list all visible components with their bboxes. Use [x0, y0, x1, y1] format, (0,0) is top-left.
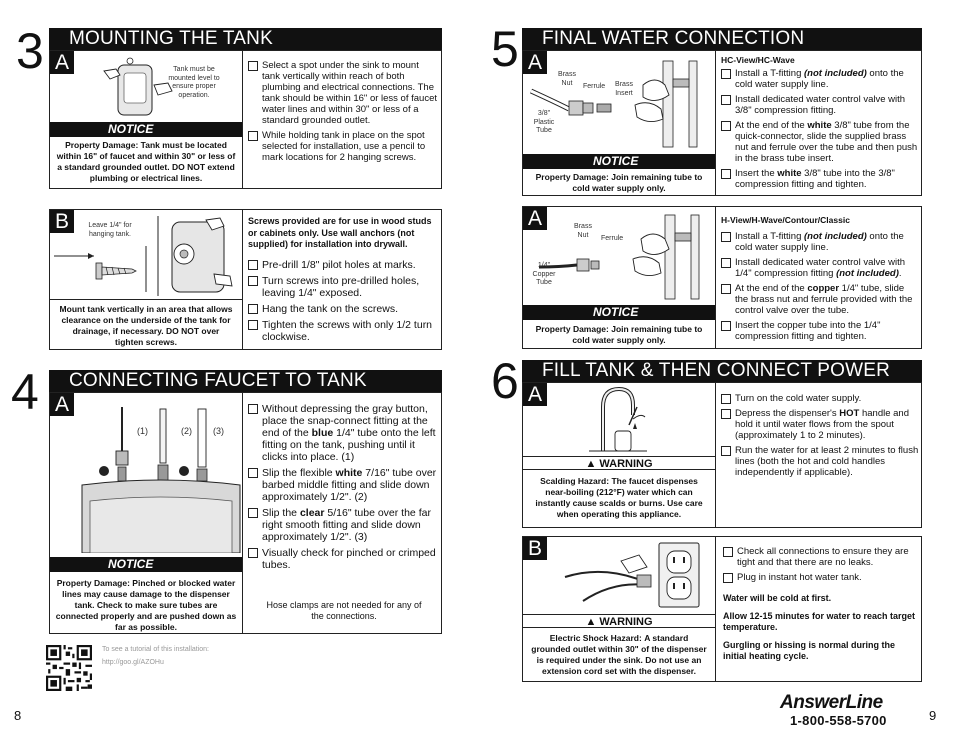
checklist-item[interactable]: Select a spot under the sink to mount tank vertically within reach of both plumbing and electrical connections. The tank should be within 16" or less of faucet water lines and within 30" or less of a standard grounded outlet.: [248, 60, 438, 126]
step-4-title: CONNECTING FAUCET TO TANK: [49, 370, 442, 392]
step-3b-caption: Leave 1/4" for hanging tank.: [88, 222, 132, 238]
checkbox[interactable]: [721, 284, 731, 294]
step-4a-checklist: [248, 403, 440, 575]
step-6b-panel: [522, 536, 922, 682]
checkbox[interactable]: [248, 320, 258, 330]
plastic-tube-fitting-illustration: [525, 55, 715, 151]
step-6b-warning-bar: ▲ WARNING: [523, 614, 715, 628]
step-3b-panel: [49, 209, 442, 350]
label-brass-nut: Brass Nut: [558, 71, 576, 87]
step-6-title: FILL TANK & THEN CONNECT POWER: [522, 360, 922, 382]
step-6b-notes: [723, 593, 919, 669]
step-3a-notice-text: Property Damage: Tank must be located within 16" of faucet and within 30" or less of a standard grounded outlet. DO NOT extend plumbing or electrical lines.: [56, 140, 236, 183]
step-3a-checklist: [248, 60, 438, 167]
step-3a-panel: [49, 50, 442, 189]
checkbox[interactable]: [721, 409, 731, 419]
checkbox[interactable]: [721, 169, 731, 179]
copper-tube-fitting-illustration: [525, 211, 715, 301]
checkbox[interactable]: [248, 61, 258, 71]
checklist-item[interactable]: Insert the white 3/8" tube into the 3/8" compression fitting and tighten.: [721, 168, 919, 190]
step-5a1-notice-text: Property Damage: Join remaining tube to cold water supply only.: [535, 172, 703, 193]
outlet-plug-illustration: [563, 541, 703, 609]
step-3b-letter: B: [50, 210, 74, 233]
label-brass-nut-2: Brass Nut: [574, 223, 592, 239]
checkbox[interactable]: [248, 508, 258, 518]
step-4a-footnote: Hose clamps are not needed for any of the connections.: [266, 600, 422, 621]
warning-icon: ▲: [585, 458, 597, 470]
step-4-number: 4: [11, 364, 39, 420]
checkbox[interactable]: [721, 394, 731, 404]
checkbox[interactable]: [723, 547, 733, 557]
step-4a-notice-bar: NOTICE: [50, 557, 242, 572]
checkbox[interactable]: [723, 573, 733, 583]
tube-label-1: (1): [137, 426, 148, 436]
tube-label-3: (3): [213, 426, 224, 436]
screw-illustration: [54, 246, 154, 292]
checkbox[interactable]: [721, 121, 731, 131]
step-5a1-heading: HC-View/HC-Wave: [721, 55, 795, 65]
checkbox[interactable]: [721, 258, 731, 268]
step-5a2-notice-bar: NOTICE: [523, 305, 715, 320]
note-item: Gurgling or hissing is normal during the initial heating cycle.: [723, 640, 896, 661]
checklist-item[interactable]: Visually check for pinched or crimped tubes.: [248, 547, 440, 571]
step-3-number: 3: [16, 23, 44, 79]
checklist-item[interactable]: Install dedicated water control valve with 1/4" compression fitting (not included).: [721, 257, 919, 279]
step-5a2-letter: A: [523, 207, 547, 230]
checkbox[interactable]: [248, 276, 258, 286]
step-6b-warning-text: Electric Shock Hazard: A standard grounded outlet within 30" of the dispenser is required under the sink. Do not use an extension cord set with the dispenser.: [531, 633, 707, 676]
step-5a2-divider: [715, 207, 716, 348]
checkbox[interactable]: [721, 446, 731, 456]
checkbox[interactable]: [248, 548, 258, 558]
checklist-item[interactable]: Insert the copper tube into the 1/4" compression fitting and tighten.: [721, 320, 919, 342]
tank-fittings-illustration: [80, 405, 242, 553]
step-6a-checklist: [721, 393, 919, 482]
tutorial-text: [102, 643, 209, 669]
step-6b-divider: [715, 537, 716, 681]
note-item: Water will be cold at first.: [723, 593, 832, 603]
checklist-item[interactable]: At the end of the copper 1/4" tube, slide the brass nut and ferrule provided with the control valve over the tube.: [721, 283, 919, 316]
checklist-item[interactable]: Pre-drill 1/8" pilot holes at marks.: [248, 259, 438, 271]
step-3b-checklist: [248, 259, 438, 347]
step-6b-letter: B: [523, 537, 547, 560]
tutorial-label: To see a tutorial of this installation:: [102, 646, 210, 653]
step-6a-warning-bar: ▲ WARNING: [523, 456, 715, 470]
hanging-tank-illustration: [154, 214, 236, 298]
step-6a-letter: A: [523, 383, 547, 406]
step-4a-notice-text: Property Damage: Pinched or blocked water lines may cause damage to the dispenser tank. Check to make sure tubes are connected properly and are pushed down as far as possible.: [55, 578, 237, 632]
checklist-item[interactable]: While holding tank in place on the spot selected for installation, use a pencil to mark locations for 2 hanging screws.: [248, 130, 438, 163]
step-4a-panel: [49, 392, 442, 634]
checklist-item[interactable]: Check all connections to ensure they are tight and that there are no leaks.: [723, 546, 919, 568]
page-number-left: 8: [14, 708, 22, 723]
checklist-item[interactable]: Tighten the screws with only 1/2 turn clockwise.: [248, 319, 438, 343]
label-brass-insert: Brass Insert: [615, 81, 633, 97]
checkbox[interactable]: [248, 131, 258, 141]
step-3a-divider: [242, 51, 243, 188]
checklist-item[interactable]: Install a T-fitting (not included) onto the cold water supply line.: [721, 68, 919, 90]
checkbox[interactable]: [721, 232, 731, 242]
checklist-item[interactable]: Turn on the cold water supply.: [721, 393, 919, 404]
label-copper-tube: 1/4" Copper Tube: [532, 262, 556, 286]
step-6-number: 6: [491, 353, 519, 409]
faucet-illustration: [585, 385, 651, 455]
step-5-title: FINAL WATER CONNECTION: [522, 28, 922, 50]
answerline-logo: AnswerLine: [780, 692, 883, 713]
step-3b-intro: Screws provided are for use in wood studs or cabinets only. Use wall anchors (not supplied) for installation into drywall.: [248, 216, 432, 249]
checklist-item[interactable]: Turn screws into pre-drilled holes, leaving 1/4" exposed.: [248, 275, 438, 299]
step-5a2-panel: [522, 206, 922, 349]
checkbox[interactable]: [721, 69, 731, 79]
step-6b-checklist: [723, 546, 919, 587]
step-5a2-heading: H-View/H-Wave/Contour/Classic: [721, 215, 850, 225]
step-5a1-checklist: [721, 68, 919, 194]
step-5a2-checklist: [721, 231, 919, 346]
step-5-number: 5: [491, 21, 519, 77]
checklist-item[interactable]: Hang the tank on the screws.: [248, 303, 438, 315]
label-ferrule: Ferrule: [583, 83, 606, 90]
checklist-item[interactable]: Run the water for at least 2 minutes to flush lines (both the hot and cold handles independently if applicable).: [721, 445, 919, 478]
checklist-item[interactable]: Without depressing the gray button, place the snap-connect fitting at the end of the blue 1/4" tube onto the left fitting on the tank, pushing until it clicks into place. (1): [248, 403, 440, 463]
checkbox[interactable]: [248, 404, 258, 414]
step-3b-divider: [242, 210, 243, 349]
checklist-item[interactable]: Plug in instant hot water tank.: [723, 572, 919, 583]
checkbox[interactable]: [248, 468, 258, 478]
step-5a1-letter: A: [523, 51, 547, 74]
tube-label-2: (2): [181, 426, 192, 436]
support-phone: 1-800-558-5700: [790, 713, 887, 728]
checklist-item[interactable]: Depress the dispenser's HOT handle and hold it until water flows from the spout (approximately 1 to 2 minutes).: [721, 408, 919, 441]
note-item: Allow 12-15 minutes for water to reach target temperature.: [723, 611, 916, 632]
checklist-item[interactable]: Slip the flexible white 7/16" tube over barbed middle fitting and slide down approximately 1/2". (2): [248, 467, 440, 503]
step-6a-warning-text: Scalding Hazard: The faucet dispenses near-boiling (212°F) water which can instantly cause scalds or burns. Use care when operating this appliance.: [535, 476, 703, 519]
step-5a1-notice-bar: NOTICE: [523, 154, 715, 169]
label-ferrule-2: Ferrule: [601, 235, 624, 242]
checkbox[interactable]: [248, 304, 258, 314]
qr-code-icon[interactable]: [46, 645, 92, 691]
checklist-item[interactable]: At the end of the white 3/8" tube from the quick-connector, slide the supplied brass nut and ferrule over the tube and then push in the brass tube insert.: [721, 120, 919, 164]
warning-icon: ▲: [585, 616, 597, 628]
step-4a-letter: A: [50, 393, 74, 416]
step-5a1-panel: [522, 50, 922, 196]
step-4a-divider: [242, 393, 243, 633]
step-6a-panel: [522, 382, 922, 528]
step-3a-letter: A: [50, 51, 74, 74]
step-3b-note-rule: [50, 299, 242, 300]
step-3a-caption: Tank must be mounted level to ensure proper operation.: [168, 66, 220, 99]
step-3a-notice-bar: NOTICE: [50, 122, 242, 137]
checklist-item[interactable]: Install a T-fitting (not included) onto the cold water supply line.: [721, 231, 919, 253]
label-plastic-tube: 3/8" Plastic Tube: [533, 110, 555, 134]
step-5a1-divider: [715, 51, 716, 195]
step-5a2-notice-text: Property Damage: Join remaining tube to cold water supply only.: [535, 324, 703, 345]
tutorial-link[interactable]: http://goo.gl/AZOHu: [102, 659, 164, 666]
page-number-right: 9: [929, 708, 937, 723]
step-6a-divider: [715, 383, 716, 527]
step-3b-note: Mount tank vertically in an area that allows clearance on the underside of the tank for drainage, if necessary. DO NOT over tighten screws.: [59, 304, 233, 347]
step-3-title: MOUNTING THE TANK: [49, 28, 442, 50]
checkbox[interactable]: [721, 95, 731, 105]
checkbox[interactable]: [248, 260, 258, 270]
checklist-item[interactable]: Slip the clear 5/16" tube over the far right smooth fitting and slide down approximately 1/2". (3): [248, 507, 440, 543]
checkbox[interactable]: [721, 321, 731, 331]
checklist-item[interactable]: Install dedicated water control valve with 3/8" compression fitting.: [721, 94, 919, 116]
